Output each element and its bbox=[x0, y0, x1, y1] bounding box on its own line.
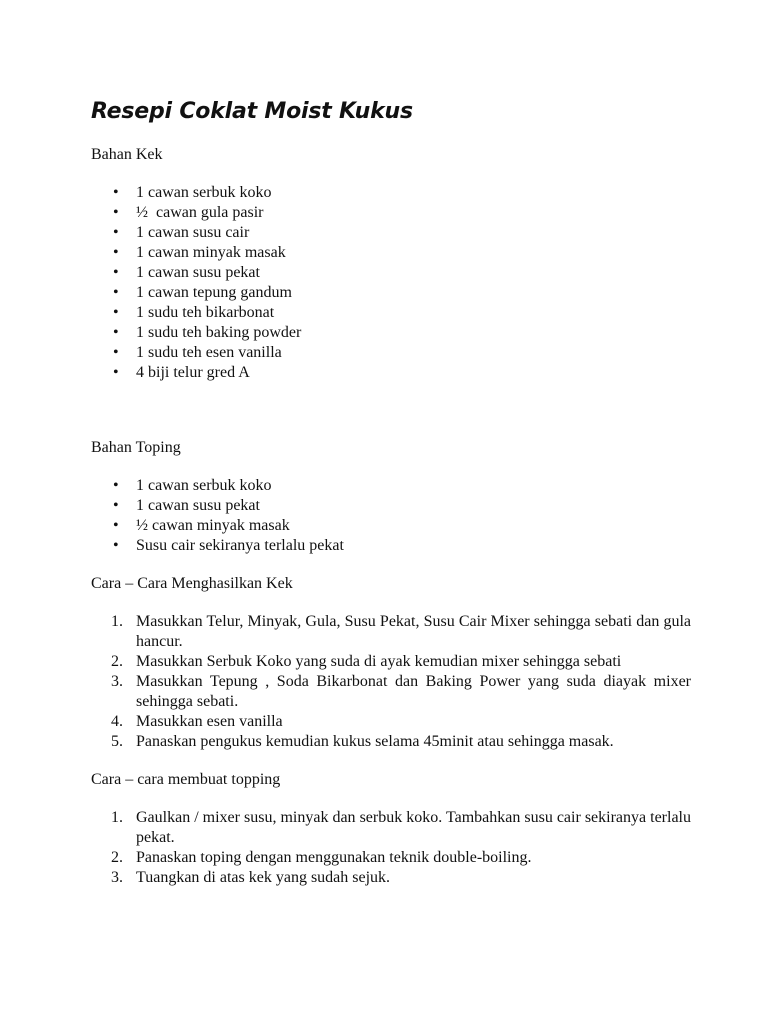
ingredient-text: 4 biji telur gred A bbox=[136, 364, 250, 381]
bullet-marker: • bbox=[113, 497, 119, 514]
bahan-toping-heading: Bahan Toping bbox=[91, 439, 181, 456]
ingredient-text: 1 cawan susu pekat bbox=[136, 264, 260, 281]
bullet-marker: • bbox=[113, 224, 119, 241]
step-item bbox=[91, 612, 691, 652]
cara-kek-heading: Cara – Cara Menghasilkan Kek bbox=[91, 575, 293, 592]
step-text: Masukkan esen vanilla bbox=[136, 713, 283, 730]
cara-topping-heading: Cara – cara membuat topping bbox=[91, 771, 281, 788]
step-text: Masukkan Telur, Minyak, Gula, Susu Pekat, Susu Cair Mixer sehingga sebati dan gula hancur. bbox=[136, 613, 691, 650]
step-text: Tuangkan di atas kek yang sudah sejuk. bbox=[136, 869, 391, 886]
list-item bbox=[91, 263, 691, 283]
step-text: Panaskan toping dengan menggunakan teknik double-boiling. bbox=[136, 849, 532, 866]
ingredient-text: ½ cawan minyak masak bbox=[136, 517, 290, 534]
step-item bbox=[91, 712, 691, 732]
bullet-marker: • bbox=[113, 477, 119, 494]
ingredient-text: 1 cawan susu cair bbox=[136, 224, 250, 241]
bullet-marker: • bbox=[113, 304, 119, 321]
step-item bbox=[91, 672, 691, 712]
ingredient-text: Susu cair sekiranya terlalu pekat bbox=[136, 537, 344, 554]
step-number: 1. bbox=[111, 809, 123, 826]
list-item bbox=[91, 476, 691, 496]
step-number: 2. bbox=[111, 653, 123, 670]
bullet-marker: • bbox=[113, 244, 119, 261]
step-item bbox=[91, 848, 691, 868]
list-item bbox=[91, 323, 691, 343]
ingredient-text: 1 cawan susu pekat bbox=[136, 497, 260, 514]
ingredient-text: 1 sudu teh esen vanilla bbox=[136, 344, 282, 361]
step-number: 2. bbox=[111, 849, 123, 866]
ingredient-text: 1 cawan serbuk koko bbox=[136, 477, 272, 494]
bullet-marker: • bbox=[113, 537, 119, 554]
bullet-marker: • bbox=[113, 344, 119, 361]
list-item bbox=[91, 536, 691, 556]
ingredient-text: 1 cawan tepung gandum bbox=[136, 284, 292, 301]
step-number: 5. bbox=[111, 733, 123, 750]
list-item bbox=[91, 203, 691, 223]
step-item bbox=[91, 808, 691, 848]
list-item bbox=[91, 496, 691, 516]
step-text: Masukkan Serbuk Koko yang suda di ayak kemudian mixer sehingga sebati bbox=[136, 653, 622, 670]
ingredient-text: 1 cawan serbuk koko bbox=[136, 184, 272, 201]
list-item bbox=[91, 303, 691, 323]
cara-kek-steps bbox=[91, 612, 691, 752]
document-page bbox=[91, 95, 691, 888]
recipe-title: Resepi Coklat Moist Kukus bbox=[91, 99, 413, 124]
list-item bbox=[91, 363, 691, 383]
ingredient-text: ½ cawan gula pasir bbox=[136, 204, 264, 221]
cara-topping-steps bbox=[91, 808, 691, 888]
step-number: 3. bbox=[111, 869, 123, 886]
bullet-marker: • bbox=[113, 264, 119, 281]
ingredient-text: 1 sudu teh baking powder bbox=[136, 324, 302, 341]
list-item bbox=[91, 183, 691, 203]
list-item bbox=[91, 283, 691, 303]
bullet-marker: • bbox=[113, 324, 119, 341]
list-item bbox=[91, 343, 691, 363]
bullet-marker: • bbox=[113, 184, 119, 201]
step-number: 1. bbox=[111, 613, 123, 630]
bullet-marker: • bbox=[113, 364, 119, 381]
bullet-marker: • bbox=[113, 517, 119, 534]
step-number: 3. bbox=[111, 673, 123, 690]
step-text: Panaskan pengukus kemudian kukus selama 45minit atau sehingga masak. bbox=[136, 733, 614, 750]
step-number: 4. bbox=[111, 713, 123, 730]
step-item bbox=[91, 732, 691, 752]
bahan-kek-heading: Bahan Kek bbox=[91, 146, 163, 163]
step-item bbox=[91, 868, 691, 888]
bullet-marker: • bbox=[113, 284, 119, 301]
ingredient-text: 1 cawan minyak masak bbox=[136, 244, 286, 261]
list-item bbox=[91, 243, 691, 263]
bahan-toping-list bbox=[91, 476, 691, 556]
step-item bbox=[91, 652, 691, 672]
step-text: Masukkan Tepung , Soda Bikarbonat dan Baking Power yang suda diayak mixer sehingga sebati. bbox=[136, 673, 691, 710]
bahan-kek-list bbox=[91, 183, 691, 383]
ingredient-text: 1 sudu teh bikarbonat bbox=[136, 304, 275, 321]
list-item bbox=[91, 516, 691, 536]
list-item bbox=[91, 223, 691, 243]
step-text: Gaulkan / mixer susu, minyak dan serbuk koko. Tambahkan susu cair sekiranya terlalu pekat. bbox=[136, 809, 691, 846]
bullet-marker: • bbox=[113, 204, 119, 221]
